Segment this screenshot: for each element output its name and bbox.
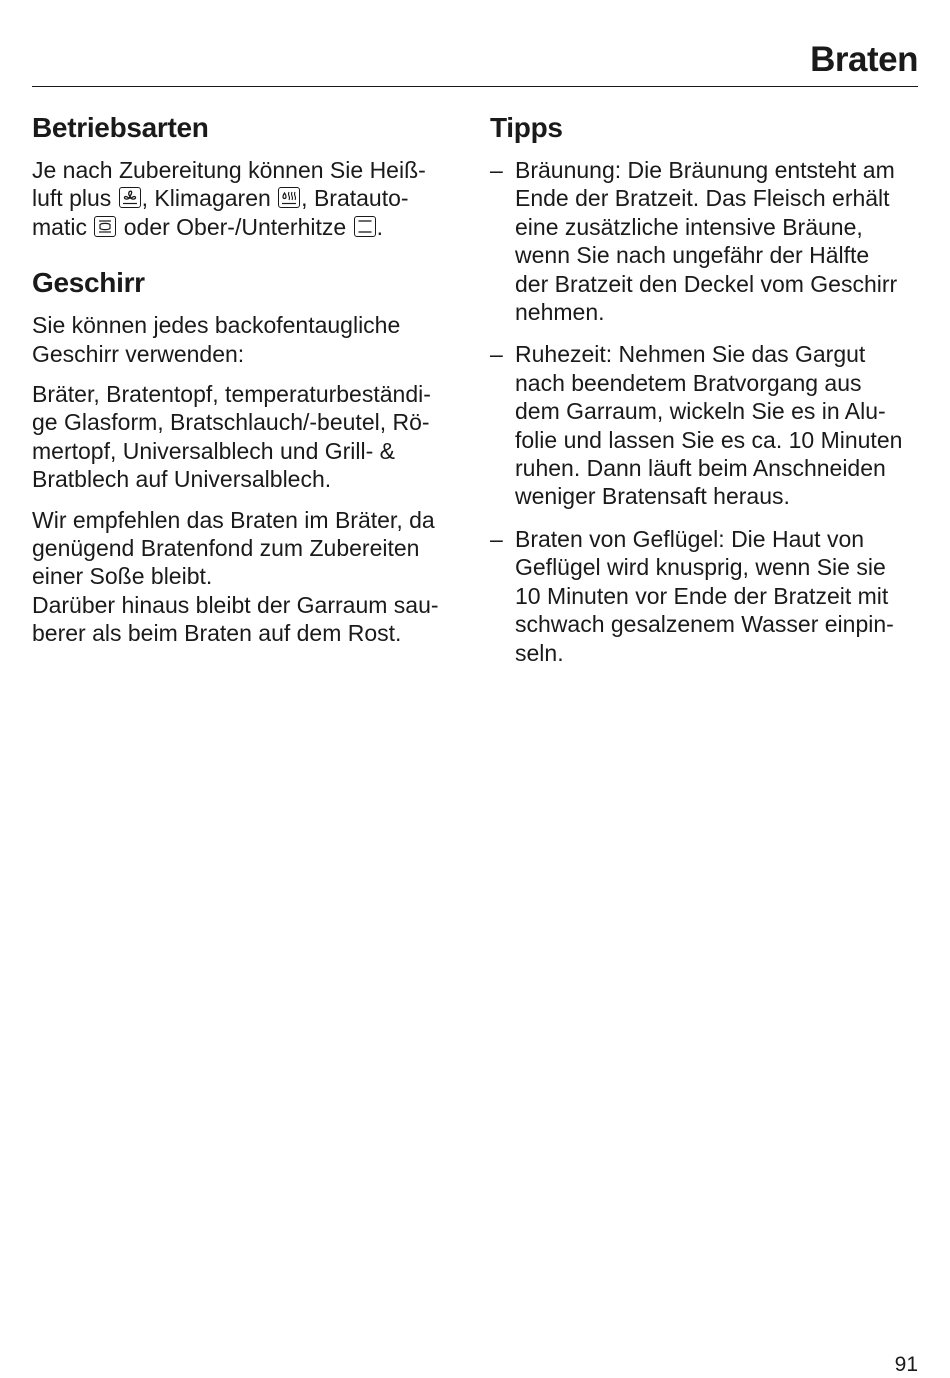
list-item bbox=[490, 340, 922, 510]
left-column bbox=[32, 108, 464, 648]
section-heading-tipps: Tipps bbox=[490, 112, 563, 143]
geschirr-paragraph-2: Bräter, Bratentopf, temperaturbeständi- ge Glasform, Bratschlauch/-beutel, Rö- mertopf, Universalblech und Grill- & Bratblech auf Universalblech. bbox=[32, 381, 431, 493]
page-number: 91 bbox=[894, 1353, 918, 1376]
section-heading-betriebsarten: Betriebsarten bbox=[32, 112, 209, 143]
fan-icon bbox=[119, 187, 141, 208]
moisture-icon bbox=[278, 187, 300, 208]
tips-list bbox=[490, 156, 922, 667]
list-dash: – bbox=[490, 157, 503, 183]
list-dash: – bbox=[490, 525, 503, 552]
list-item bbox=[490, 156, 922, 326]
section-heading-geschirr: Geschirr bbox=[32, 267, 145, 299]
top-bottom-heat-icon bbox=[354, 216, 376, 237]
tip-text-ruhezeit: Ruhezeit: Nehmen Sie das Gargut nach beendetem Bratvorgang aus dem Garraum, wickeln Sie es in Alu- folie und lassen Sie es ca. 10 Minuten ruhen. Dann läuft beim Anschneiden weniger Bratensaft heraus. bbox=[515, 341, 903, 510]
page-header bbox=[32, 36, 918, 87]
geschirr-paragraph-3: Wir empfehlen das Braten im Bräter, da genügend Bratenfond zum Zubereiten einer Soße bleibt. Darüber hinaus bleibt der Garraum sau- berer als beim Braten auf dem Rost. bbox=[32, 506, 439, 647]
tip-text-braeunung: Bräunung: Die Bräunung entsteht am Ende der Bratzeit. Das Fleisch erhält eine zusätzliche intensive Bräune, wenn Sie nach ungefähr der Hälfte der Bratzeit den Deckel vom Geschirr nehmen. bbox=[515, 157, 898, 326]
geschirr-paragraph-1: Sie können jedes backofentaugliche Geschirr verwenden: bbox=[32, 312, 401, 367]
roast-automatic-icon bbox=[94, 216, 116, 237]
page-title: Braten bbox=[810, 40, 918, 79]
tip-text-gefluegel: Braten von Geflügel: Die Haut von Geflügel wird knusprig, wenn Sie sie 10 Minuten vor Ende der Bratzeit mit schwach gesalzenem Wasser einpin- seln. bbox=[515, 525, 894, 666]
betriebsarten-text: Je nach Zubereitung können Sie Heiß- luft plus , Klimagaren , Bratauto- matic oder Ober-/Unterhitze . bbox=[32, 157, 426, 240]
right-column bbox=[490, 108, 922, 681]
list-item bbox=[490, 525, 922, 667]
list-dash: – bbox=[490, 341, 503, 368]
